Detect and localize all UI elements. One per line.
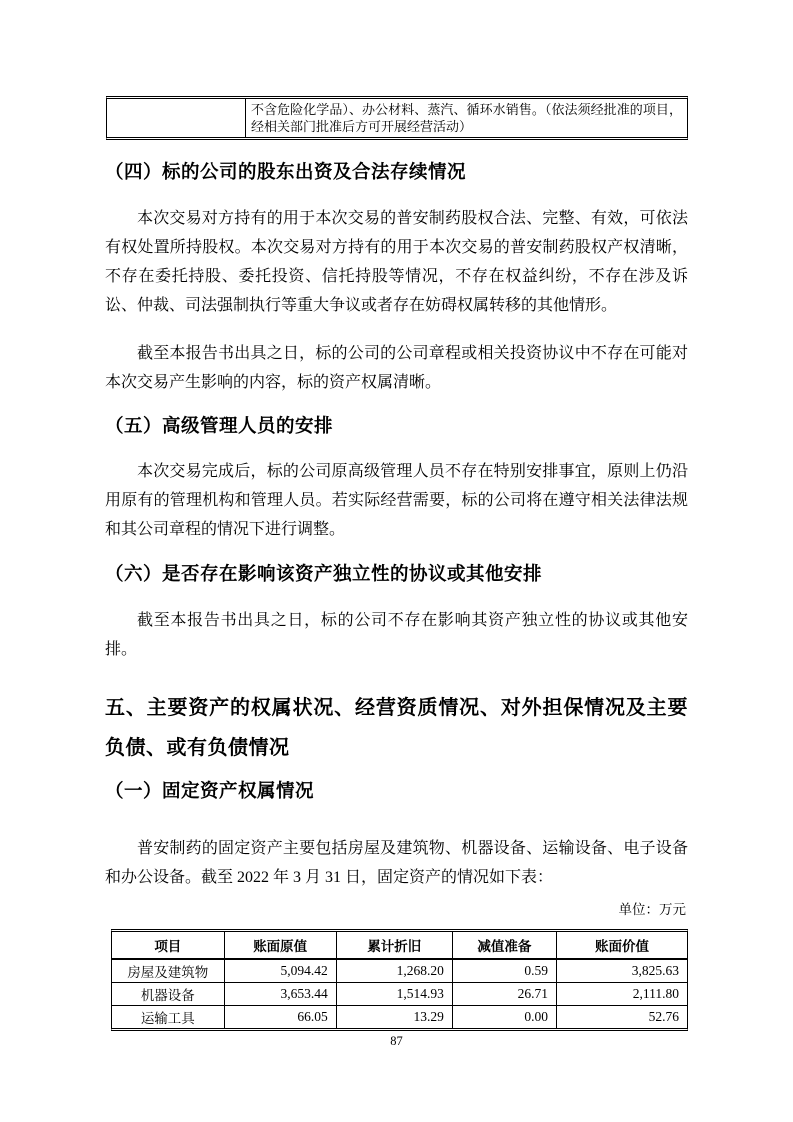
cell-value: 3,653.44 [224,983,336,1006]
table-row [107,99,687,137]
cell-value: 26.71 [452,983,556,1006]
paragraph-s4-2: 截至本报告书出具之日，标的公司的公司章程或相关投资协议中不存在可能对本次交易产生影响的内容，标的资产权属清晰。 [105,345,688,391]
column-header-book-value: 账面价值 [556,932,687,959]
table-row [112,1006,687,1029]
cell-item-name: 运输工具 [140,1011,195,1026]
cell-value: 5,094.42 [224,959,336,983]
fixed-assets-table [111,929,688,1031]
cell-value: 3,825.63 [556,959,687,983]
cell-value: 0.00 [452,1006,556,1029]
cell-value: 0.59 [452,959,556,983]
cell-item-name: 机器设备 [112,983,224,1006]
continuation-table-empty-cell [107,99,246,137]
cell-value: 2,111.80 [556,983,687,1006]
paragraph-s4-1: 本次交易对方持有的用于本次交易的普安制药股权合法、完整、有效，可依法有权处置所持股权。本次交易对方持有的用于本次交易的普安制药股权产权清晰，不存在委托持股、委托投资、信托持股等情况，不存在权益纠纷，不存在涉及诉讼、仲裁、司法强制执行等重大争议或者存在妨碍权属转移的其他情形。 [105,210,688,314]
cell-value: 66.05 [224,1006,336,1029]
heading-section-4: （四）标的公司的股东出资及合法存续情况 [105,161,467,182]
heading-subsection-1: （一）固定资产权属情况 [105,780,315,801]
paragraph-s6-1: 截至本报告书出具之日，标的公司不存在影响其资产独立性的协议或其他安排。 [105,612,688,658]
heading-section-5: （五）高级管理人员的安排 [105,415,334,436]
table-row [112,983,687,1006]
page-number: 87 [390,1034,403,1048]
cell-value: 13.29 [336,1006,452,1029]
heading-chapter-5: 五、主要资产的权属状况、经营资质情况、对外担保情况及主要负债、或有负债情况 [105,697,688,759]
cell-value: 1,268.20 [336,959,452,983]
cell-item-name: 房屋及建筑物 [112,959,224,983]
table-header-row [112,932,687,959]
cell-value: 1,514.93 [336,983,452,1006]
business-scope-text: 不含危险化学品）、办公材料、蒸汽、循环水销售。（依法须经批准的项目，经相关部门批准后方可开展经营活动） [251,102,682,134]
table-unit-label: 单位：万元 [618,902,686,917]
business-scope-continuation-table [106,96,688,140]
heading-section-6: （六）是否存在影响该资产独立性的协议或其他安排 [105,563,543,584]
column-header-original-value: 账面原值 [224,932,336,959]
table-row [112,959,687,983]
cell-value: 52.76 [556,1006,687,1029]
column-header-impairment-provision: 减值准备 [452,932,556,959]
paragraph-s1-1: 普安制药的固定资产主要包括房屋及建筑物、机器设备、运输设备、电子设备和办公设备。截至 2022 年 3 月 31 日，固定资产的情况如下表： [105,840,688,886]
column-header-item: 项目 [112,932,224,959]
column-header-accumulated-depreciation: 累计折旧 [336,932,452,959]
paragraph-s5-1: 本次交易完成后，标的公司原高级管理人员不存在特别安排事宜，原则上仍沿用原有的管理机构和管理人员。若实际经营需要，标的公司将在遵守相关法律法规和其公司章程的情况下进行调整。 [105,463,688,538]
